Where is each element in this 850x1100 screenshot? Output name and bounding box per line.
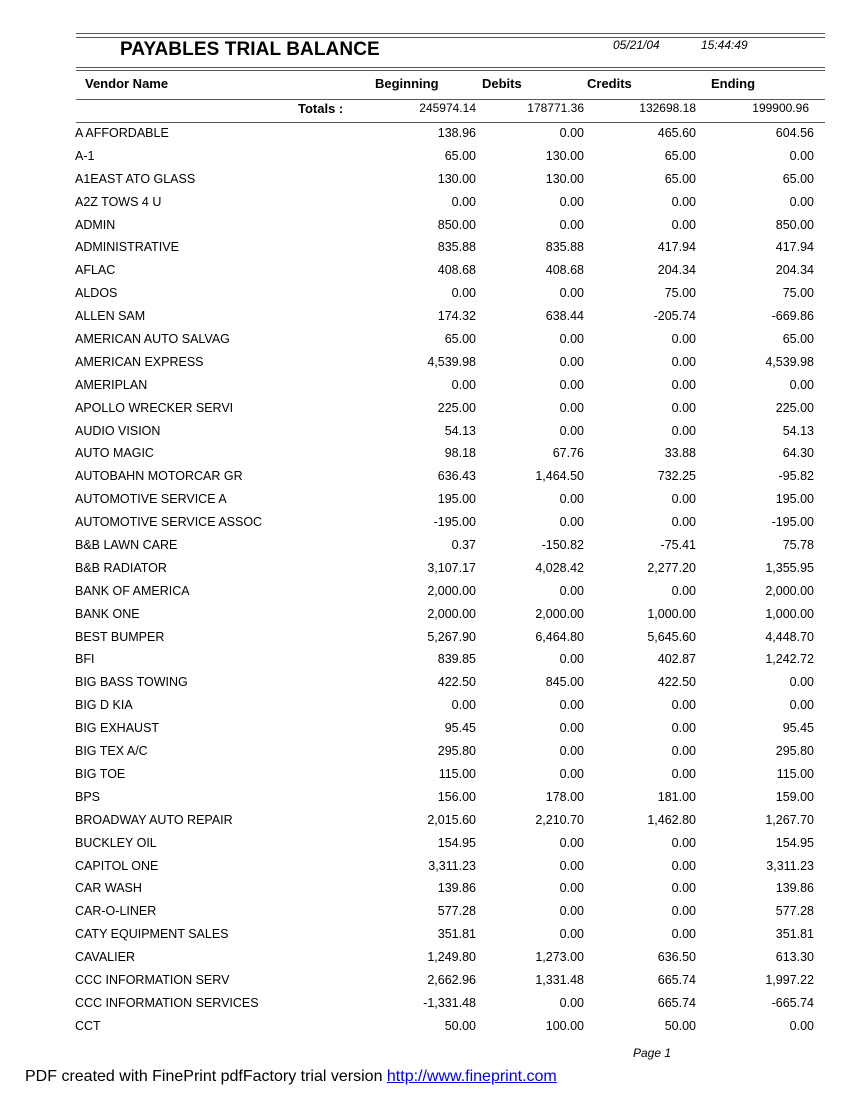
table-row xyxy=(75,399,825,422)
cell-beginning: 50.00 xyxy=(444,1018,476,1033)
cell-beginning: -1,331.48 xyxy=(423,995,476,1010)
cell-credits: 0.00 xyxy=(671,881,696,896)
cell-beginning: 2,000.00 xyxy=(427,606,476,621)
rule-header-2 xyxy=(76,70,825,71)
cell-credits: 0.00 xyxy=(671,927,696,942)
cell-credits: 0.00 xyxy=(671,492,696,507)
cell-debits: 0.00 xyxy=(559,766,584,781)
vendor-name: ALLEN SAM xyxy=(75,309,146,324)
cell-ending: 613.30 xyxy=(775,950,814,965)
vendor-name: CAR WASH xyxy=(75,881,142,896)
cell-ending: 417.94 xyxy=(775,240,814,255)
vendor-name: CAVALIER xyxy=(75,950,135,965)
cell-debits: 0.00 xyxy=(559,332,584,347)
cell-ending: 64.30 xyxy=(782,446,814,461)
cell-debits: 0.00 xyxy=(559,354,584,369)
cell-beginning: 0.00 xyxy=(451,194,476,209)
footer-text: PDF created with FinePrint pdfFactory trial version xyxy=(25,1068,387,1085)
vendor-name: BANK ONE xyxy=(75,606,140,621)
cell-credits: 402.87 xyxy=(657,652,696,667)
table-row xyxy=(75,444,825,467)
cell-beginning: 0.00 xyxy=(451,286,476,301)
total-beginning: 245974.14 xyxy=(419,101,476,115)
cell-beginning: 3,311.23 xyxy=(428,858,476,873)
cell-credits: 0.00 xyxy=(671,377,696,392)
vendor-name: A2Z TOWS 4 U xyxy=(75,194,162,209)
totals-label: Totals : xyxy=(298,101,344,116)
total-credits: 132698.18 xyxy=(639,101,696,115)
cell-credits: 465.60 xyxy=(657,126,696,140)
cell-ending: 1,267.70 xyxy=(765,812,814,827)
table-row xyxy=(75,467,825,490)
cell-ending: 1,000.00 xyxy=(765,606,814,621)
vendor-name: A1EAST ATO GLASS xyxy=(75,171,196,186)
cell-beginning: -195.00 xyxy=(433,515,476,530)
total-ending: 199900.96 xyxy=(752,101,809,115)
cell-debits: 2,000.00 xyxy=(535,606,584,621)
cell-debits: 0.00 xyxy=(559,881,584,896)
cell-beginning: 154.95 xyxy=(437,835,476,850)
cell-beginning: 1,249.80 xyxy=(427,950,476,965)
cell-debits: -150.82 xyxy=(541,538,584,553)
total-debits: 178771.36 xyxy=(527,101,584,115)
vendor-name: ADMINISTRATIVE xyxy=(75,240,179,255)
vendor-name: AUTOMOTIVE SERVICE A xyxy=(75,492,227,507)
table-row xyxy=(75,147,825,170)
table-row xyxy=(75,170,825,193)
cell-credits: 0.00 xyxy=(671,698,696,713)
cell-debits: 100.00 xyxy=(545,1018,584,1033)
cell-credits: 0.00 xyxy=(671,858,696,873)
table-row xyxy=(75,513,825,536)
cell-debits: 6,464.80 xyxy=(535,629,584,644)
cell-debits: 0.00 xyxy=(559,286,584,301)
cell-beginning: 138.96 xyxy=(437,126,476,140)
col-header-ending: Ending xyxy=(711,76,756,91)
cell-beginning: 0.00 xyxy=(451,377,476,392)
cell-ending: 3,311.23 xyxy=(766,858,814,873)
table-row xyxy=(75,605,825,628)
cell-ending: 0.00 xyxy=(789,675,814,690)
cell-debits: 4,028.42 xyxy=(535,560,584,575)
vendor-name: BROADWAY AUTO REPAIR xyxy=(75,812,233,827)
cell-debits: 0.00 xyxy=(559,698,584,713)
vendor-name: BFI xyxy=(75,652,95,667)
cell-ending: 4,539.98 xyxy=(765,354,814,369)
vendor-name: CATY EQUIPMENT SALES xyxy=(75,927,229,942)
vendor-name: BIG TOE xyxy=(75,766,126,781)
rule-header-1 xyxy=(76,67,825,68)
cell-debits: 0.00 xyxy=(559,126,584,140)
cell-ending: 139.86 xyxy=(775,881,814,896)
table-row xyxy=(75,238,825,261)
cell-ending: 1,997.22 xyxy=(765,972,814,987)
vendor-name: AMERICAN AUTO SALVAG xyxy=(75,332,230,347)
cell-ending: 65.00 xyxy=(782,332,814,347)
vendor-name: BPS xyxy=(75,789,101,804)
cell-ending: -95.82 xyxy=(778,469,814,484)
cell-credits: 204.34 xyxy=(657,263,696,278)
cell-credits: 0.00 xyxy=(671,766,696,781)
cell-credits: 33.88 xyxy=(664,446,696,461)
cell-ending: 115.00 xyxy=(776,766,814,781)
table-row xyxy=(75,216,825,239)
vendor-name: ADMIN xyxy=(75,217,116,232)
vendor-name: CCC INFORMATION SERV xyxy=(75,972,230,987)
rule-totals xyxy=(76,122,825,123)
vendor-name: B&B RADIATOR xyxy=(75,560,167,575)
table-row xyxy=(75,330,825,353)
cell-debits: 835.88 xyxy=(545,240,584,255)
cell-credits: 0.00 xyxy=(671,904,696,919)
cell-debits: 67.76 xyxy=(552,446,584,461)
cell-beginning: 2,015.60 xyxy=(427,812,476,827)
col-header-beginning: Beginning xyxy=(375,76,439,91)
report-time: 15:44:49 xyxy=(701,38,748,52)
cell-ending: -195.00 xyxy=(771,515,814,530)
table-row xyxy=(75,422,825,445)
cell-credits: 417.94 xyxy=(657,240,696,255)
cell-debits: 0.00 xyxy=(559,492,584,507)
vendor-name: CAR-O-LINER xyxy=(75,904,157,919)
table-row xyxy=(75,1017,825,1040)
vendor-name: BEST BUMPER xyxy=(75,629,165,644)
page-number: Page 1 xyxy=(633,1046,672,1060)
cell-debits: 0.00 xyxy=(559,194,584,209)
cell-ending: 95.45 xyxy=(782,721,814,736)
cell-debits: 0.00 xyxy=(559,858,584,873)
cell-debits: 0.00 xyxy=(559,217,584,232)
vendor-name: BIG TEX A/C xyxy=(75,744,148,759)
cell-beginning: 577.28 xyxy=(437,904,476,919)
footer-link[interactable]: http://www.fineprint.com xyxy=(386,1068,557,1085)
cell-beginning: 4,539.98 xyxy=(427,354,476,369)
cell-debits: 0.00 xyxy=(559,744,584,759)
table-row xyxy=(75,925,825,948)
col-header-credits: Credits xyxy=(587,76,632,91)
cell-debits: 1,273.00 xyxy=(535,950,584,965)
cell-beginning: 408.68 xyxy=(437,263,476,278)
table-row xyxy=(75,650,825,673)
cell-debits: 0.00 xyxy=(559,835,584,850)
cell-ending: 577.28 xyxy=(775,904,814,919)
rule-top-1 xyxy=(76,33,825,34)
cell-ending: 351.81 xyxy=(775,927,814,942)
cell-ending: 4,448.70 xyxy=(765,629,814,644)
cell-credits: 0.00 xyxy=(671,515,696,530)
vendor-name: AUTOMOTIVE SERVICE ASSOC xyxy=(75,515,263,530)
cell-credits: 422.50 xyxy=(657,675,696,690)
vendor-name: A-1 xyxy=(75,148,95,163)
cell-debits: 178.00 xyxy=(545,789,584,804)
table-row xyxy=(75,742,825,765)
table-row xyxy=(75,284,825,307)
cell-beginning: 839.85 xyxy=(437,652,476,667)
cell-beginning: 0.37 xyxy=(451,538,476,553)
cell-ending: 1,355.95 xyxy=(765,560,814,575)
cell-credits: 65.00 xyxy=(664,171,696,186)
cell-beginning: 115.00 xyxy=(438,766,476,781)
cell-beginning: 95.45 xyxy=(444,721,476,736)
vendor-name: BIG EXHAUST xyxy=(75,721,160,736)
table-row xyxy=(75,536,825,559)
cell-credits: -205.74 xyxy=(653,309,696,324)
cell-debits: 1,331.48 xyxy=(535,972,584,987)
cell-ending: 850.00 xyxy=(775,217,814,232)
cell-ending: -669.86 xyxy=(771,309,814,324)
cell-debits: 0.00 xyxy=(559,400,584,415)
cell-ending: 75.78 xyxy=(782,538,814,553)
vendor-name: AMERICAN EXPRESS xyxy=(75,354,204,369)
cell-ending: 0.00 xyxy=(789,148,814,163)
table-row xyxy=(75,307,825,330)
cell-debits: 1,464.50 xyxy=(535,469,584,484)
table-row xyxy=(75,719,825,742)
cell-credits: 50.00 xyxy=(664,1018,696,1033)
table-row xyxy=(75,261,825,284)
cell-ending: -665.74 xyxy=(771,995,814,1010)
cell-credits: 2,277.20 xyxy=(647,560,696,575)
cell-ending: 154.95 xyxy=(775,835,814,850)
vendor-name: AFLAC xyxy=(75,263,116,278)
vendor-name: BIG D KIA xyxy=(75,698,133,713)
cell-ending: 0.00 xyxy=(789,377,814,392)
cell-credits: 0.00 xyxy=(671,721,696,736)
col-header-debits: Debits xyxy=(482,76,522,91)
vendor-name: APOLLO WRECKER SERVI xyxy=(75,400,234,415)
cell-credits: 0.00 xyxy=(671,835,696,850)
cell-debits: 0.00 xyxy=(559,995,584,1010)
cell-credits: 0.00 xyxy=(671,194,696,209)
vendor-name: CCT xyxy=(75,1018,101,1033)
vendor-name: BUCKLEY OIL xyxy=(75,835,157,850)
vendor-name: AUTOBAHN MOTORCAR GR xyxy=(75,469,243,484)
cell-beginning: 98.18 xyxy=(444,446,476,461)
cell-beginning: 156.00 xyxy=(437,789,476,804)
cell-debits: 0.00 xyxy=(559,904,584,919)
report-date: 05/21/04 xyxy=(613,38,660,52)
cell-credits: 0.00 xyxy=(671,423,696,438)
rule-colhdr xyxy=(76,99,825,100)
cell-ending: 65.00 xyxy=(782,171,814,186)
cell-credits: 5,645.60 xyxy=(647,629,696,644)
vendor-name: A AFFORDABLE xyxy=(75,126,169,140)
cell-credits: 0.00 xyxy=(671,217,696,232)
cell-beginning: 65.00 xyxy=(444,332,476,347)
cell-credits: 0.00 xyxy=(671,744,696,759)
cell-credits: 665.74 xyxy=(657,995,696,1010)
cell-ending: 604.56 xyxy=(775,126,814,140)
cell-beginning: 636.43 xyxy=(437,469,476,484)
cell-debits: 0.00 xyxy=(559,721,584,736)
cell-beginning: 2,000.00 xyxy=(427,583,476,598)
cell-beginning: 130.00 xyxy=(437,171,476,186)
table-row xyxy=(75,673,825,696)
table-row xyxy=(75,834,825,857)
cell-credits: 665.74 xyxy=(657,972,696,987)
vendor-name: BIG BASS TOWING xyxy=(75,675,188,690)
report-title: PAYABLES TRIAL BALANCE xyxy=(120,39,380,60)
cell-debits: 0.00 xyxy=(559,927,584,942)
cell-ending: 0.00 xyxy=(789,698,814,713)
vendor-name: AUTO MAGIC xyxy=(75,446,154,461)
vendor-name: CAPITOL ONE xyxy=(75,858,159,873)
table-row xyxy=(75,559,825,582)
cell-ending: 225.00 xyxy=(775,400,814,415)
cell-ending: 204.34 xyxy=(775,263,814,278)
cell-beginning: 850.00 xyxy=(437,217,476,232)
cell-debits: 0.00 xyxy=(559,423,584,438)
table-row xyxy=(75,948,825,971)
table-row xyxy=(75,628,825,651)
table-row xyxy=(75,490,825,513)
cell-ending: 75.00 xyxy=(782,286,814,301)
cell-debits: 0.00 xyxy=(559,515,584,530)
cell-beginning: 2,662.96 xyxy=(427,972,476,987)
cell-beginning: 835.88 xyxy=(437,240,476,255)
table-row xyxy=(75,582,825,605)
cell-credits: 181.00 xyxy=(657,789,696,804)
col-header-vendor: Vendor Name xyxy=(85,76,169,91)
table-row xyxy=(75,857,825,880)
cell-beginning: 54.13 xyxy=(444,423,476,438)
table-row xyxy=(75,811,825,834)
table-row xyxy=(75,902,825,925)
vendor-name: CCC INFORMATION SERVICES xyxy=(75,995,259,1010)
cell-debits: 0.00 xyxy=(559,583,584,598)
cell-debits: 0.00 xyxy=(559,377,584,392)
table-row xyxy=(75,765,825,788)
cell-beginning: 3,107.17 xyxy=(427,560,476,575)
cell-beginning: 225.00 xyxy=(437,400,476,415)
cell-ending: 54.13 xyxy=(782,423,814,438)
cell-ending: 295.80 xyxy=(775,744,814,759)
cell-ending: 0.00 xyxy=(789,194,814,209)
vendor-name: AUDIO VISION xyxy=(75,423,161,438)
cell-ending: 1,242.72 xyxy=(765,652,814,667)
table-row xyxy=(75,696,825,719)
cell-credits: 636.50 xyxy=(657,950,696,965)
cell-beginning: 0.00 xyxy=(451,698,476,713)
cell-debits: 130.00 xyxy=(545,148,584,163)
cell-credits: 0.00 xyxy=(671,400,696,415)
vendor-name: BANK OF AMERICA xyxy=(75,583,190,598)
table-row xyxy=(75,376,825,399)
pdf-footer xyxy=(25,1068,557,1086)
vendor-name: B&B LAWN CARE xyxy=(75,538,178,553)
table-row xyxy=(75,124,825,147)
cell-beginning: 422.50 xyxy=(437,675,476,690)
cell-debits: 0.00 xyxy=(559,652,584,667)
vendor-table xyxy=(75,124,825,1040)
cell-credits: 0.00 xyxy=(671,332,696,347)
cell-beginning: 139.86 xyxy=(437,881,476,896)
cell-debits: 130.00 xyxy=(545,171,584,186)
cell-debits: 845.00 xyxy=(545,675,584,690)
cell-credits: 65.00 xyxy=(664,148,696,163)
table-row xyxy=(75,788,825,811)
cell-debits: 638.44 xyxy=(545,309,584,324)
cell-credits: 732.25 xyxy=(657,469,696,484)
table-row xyxy=(75,353,825,376)
cell-beginning: 351.81 xyxy=(437,927,476,942)
cell-credits: 75.00 xyxy=(664,286,696,301)
vendor-name: AMERIPLAN xyxy=(75,377,148,392)
table-row xyxy=(75,994,825,1017)
cell-beginning: 5,267.90 xyxy=(427,629,476,644)
vendor-name: ALDOS xyxy=(75,286,118,301)
cell-credits: 1,000.00 xyxy=(647,606,696,621)
cell-debits: 408.68 xyxy=(545,263,584,278)
cell-credits: 0.00 xyxy=(671,583,696,598)
cell-beginning: 174.32 xyxy=(437,309,476,324)
cell-debits: 2,210.70 xyxy=(535,812,584,827)
cell-beginning: 295.80 xyxy=(437,744,476,759)
cell-ending: 195.00 xyxy=(775,492,814,507)
cell-credits: -75.41 xyxy=(660,538,696,553)
cell-ending: 2,000.00 xyxy=(765,583,814,598)
table-row xyxy=(75,193,825,216)
cell-credits: 0.00 xyxy=(671,354,696,369)
cell-ending: 0.00 xyxy=(789,1018,814,1033)
cell-beginning: 195.00 xyxy=(437,492,476,507)
cell-credits: 1,462.80 xyxy=(647,812,696,827)
cell-ending: 159.00 xyxy=(775,789,814,804)
table-row xyxy=(75,879,825,902)
table-row xyxy=(75,971,825,994)
cell-beginning: 65.00 xyxy=(444,148,476,163)
